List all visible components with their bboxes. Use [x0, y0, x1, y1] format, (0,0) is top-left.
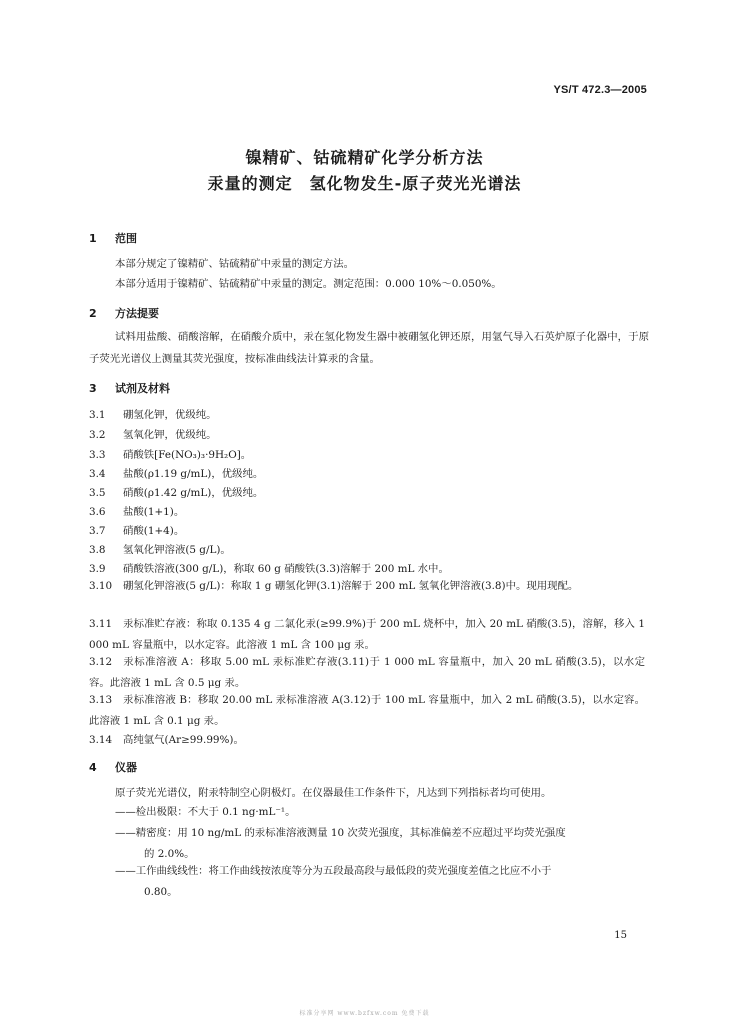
section-number: 4 [89, 761, 97, 774]
section-heading-scope [89, 230, 137, 246]
list-item: 3.3 硝酸铁[Fe(NO₃)₃·9H₂O]。 [89, 449, 252, 461]
list-item: 3.6 盐酸(1+1)。 [89, 506, 185, 518]
list-item: 3.8 氢氧化钾溶液(5 g/L)。 [89, 544, 231, 556]
list-item: 3.14 高纯氩气(Ar≥99.99%)。 [89, 734, 244, 746]
paragraph: 本部分规定了镍精矿、钴硫精矿中汞量的测定方法。 [115, 258, 354, 270]
section-number: 1 [89, 232, 97, 245]
document-title-line2: 汞量的测定 氢化物发生-原子荧光光谱法 [207, 174, 522, 193]
section-title: 试剂及材料 [115, 382, 170, 395]
paragraph: 试料用盐酸、硝酸溶解，在硝酸介质中，汞在氢化物发生器中被硼氢化钾还原，用氩气导入石英炉原子化器中，于原子荧光光谱仪上测量其荧光强度，按标准曲线法计算汞的含量。 [89, 331, 649, 365]
list-item: 3.5 硝酸(ρ1.42 g/mL)，优级纯。 [89, 487, 264, 499]
dash-item: ——工作曲线线性：将工作曲线按浓度等分为五段最高段与最低段的荧光强度差值之比应不小于 0.80。 [115, 865, 552, 898]
list-item: 3.7 硝酸(1+4)。 [89, 525, 185, 537]
list-item: 3.4 盐酸(ρ1.19 g/mL)，优级纯。 [89, 468, 264, 480]
document-title-line1: 镍精矿、钴硫精矿化学分析方法 [245, 148, 484, 167]
list-item: 3.13 汞标准溶液 B：移取 20.00 mL 汞标准溶液 A(3.12)于 100 mL 容量瓶中，加入 2 mL 硝酸(3.5)，以水定容。此溶液 1 mL 含 0.1 μg 汞。 [89, 694, 645, 727]
section-heading-apparatus [89, 759, 137, 775]
dash-item: ——检出极限：不大于 0.1 ng·mL⁻¹。 [115, 806, 296, 818]
section-title: 方法提要 [115, 307, 159, 320]
list-item: 3.1 硼氢化钾，优级纯。 [89, 409, 217, 421]
paragraph: 本部分适用于镍精矿、钴硫精矿中汞量的测定。测定范围：0.000 10%～0.050%。 [115, 278, 502, 290]
standard-code: YS/T 472.3—2005 [553, 84, 647, 96]
section-heading-principle [89, 305, 159, 321]
list-item: 3.2 氢氧化钾，优级纯。 [89, 429, 217, 441]
list-item: 3.9 硝酸铁溶液(300 g/L)，称取 60 g 硝酸铁(3.3)溶解于 200 mL 水中。 [89, 563, 449, 575]
section-heading-reagents [89, 380, 170, 396]
list-item: 3.12 汞标准溶液 A：移取 5.00 mL 汞标准贮存液(3.11)于 1 000 mL 容量瓶中，加入 20 mL 硝酸(3.5)，以水定容。此溶液 1 mL 含 0.5 μg 汞。 [89, 656, 645, 689]
footer-watermark: 标准分享网 www.bzfxw.com 免费下载 [299, 1010, 430, 1017]
page-number: 15 [614, 930, 627, 941]
section-title: 仪器 [115, 761, 137, 774]
section-number: 3 [89, 382, 97, 395]
list-item: 3.11 汞标准贮存液：称取 0.135 4 g 二氯化汞(≥99.9%)于 200 mL 烧杯中，加入 20 mL 硝酸(3.5)，溶解，移入 1 000 mL 容量瓶中，以水定容。此溶液 1 mL 含 100 μg 汞。 [89, 618, 645, 651]
paragraph: 原子荧光光谱仪，附汞特制空心阴极灯。在仪器最佳工作条件下，凡达到下列指标者均可使用。 [115, 787, 552, 799]
dash-item: ——精密度：用 10 ng/mL 的汞标准溶液测量 10 次荧光强度，其标准偏差不应超过平均荧光强度 的 2.0%。 [115, 827, 566, 860]
section-number: 2 [89, 307, 97, 320]
section-title: 范围 [115, 232, 137, 245]
list-item: 3.10 硼氢化钾溶液(5 g/L)：称取 1 g 硼氢化钾(3.1)溶解于 200 mL 氢氧化钾溶液(3.8)中。现用现配。 [89, 580, 579, 592]
